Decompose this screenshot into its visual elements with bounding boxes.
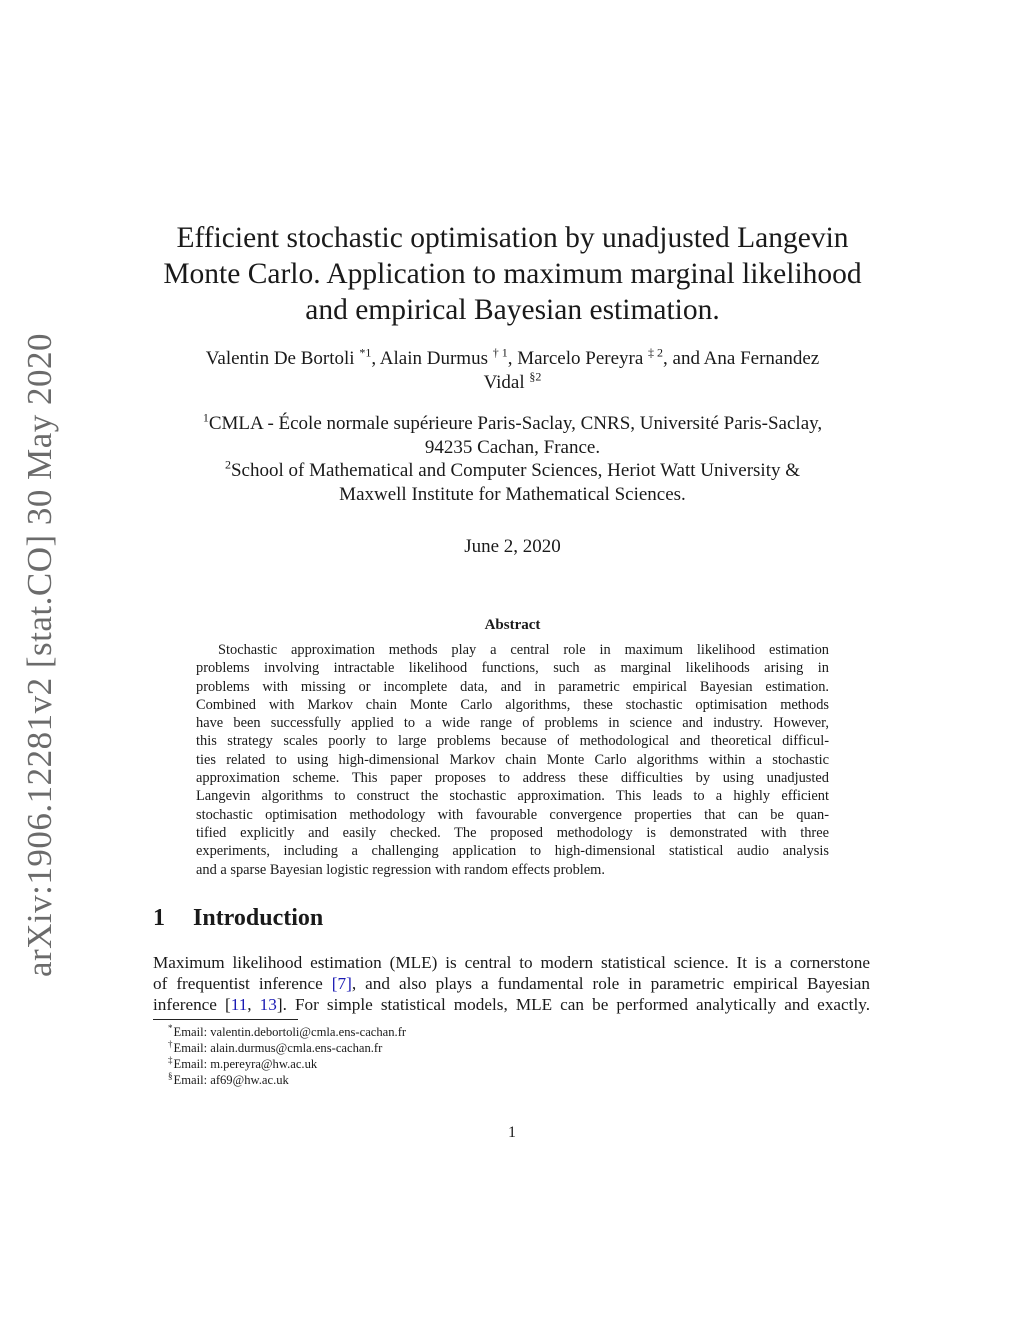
arxiv-id: arXiv:1906.12281v2 [stat.CO] 30 May 2020 — [20, 332, 60, 978]
author-mark: ‡ 2 — [648, 345, 664, 360]
abstract-line: this strategy scales poorly to large problems because of methodological and theoretical difficul- — [196, 733, 829, 750]
author-mark: *1 — [359, 345, 372, 360]
body-text: inference — [153, 995, 225, 1014]
section-number: 1 — [153, 905, 165, 931]
abstract-line: Combined with Markov chain Monte Carlo algorithms, these stochastic optimisation methods — [196, 696, 829, 713]
author-mark: §2 — [529, 369, 542, 384]
body-line: Maximum likelihood estimation (MLE) is central to modern statistical science. It is a cornerstone — [153, 953, 870, 972]
citation-bracket: ] — [276, 995, 283, 1014]
author-line — [140, 371, 885, 395]
footnote — [168, 1040, 406, 1056]
citation-bracket: [ — [225, 995, 231, 1014]
abstract-line: Stochastic approximation methods play a central role in maximum likelihood estimation — [218, 642, 829, 658]
footnote-text: Email: valentin.debortoli@cmla.ens-cachan.fr — [173, 1025, 407, 1039]
arxiv-stamp — [10, 332, 70, 978]
abstract-body — [196, 641, 829, 879]
affiliation-line: Maxwell Institute for Mathematical Sciences. — [339, 483, 686, 505]
abstract-line: tified explicitly and easily checked. The proposed methodology is demonstrated with three — [196, 824, 829, 841]
body-text: of frequentist inference — [153, 974, 332, 993]
footnote-mark: * — [168, 1022, 173, 1033]
footnote — [168, 1024, 406, 1040]
section-heading — [153, 905, 323, 932]
abstract-heading: Abstract — [484, 617, 541, 633]
affiliation-mark: 2 — [224, 457, 231, 472]
footnote-mark: ‡ — [168, 1054, 173, 1065]
abstract-line: experiments, including a challenging application to high-dimensional statistical audio analysis — [196, 843, 829, 860]
footnote-text: Email: m.pereyra@hw.ac.uk — [173, 1057, 318, 1071]
title-line: Efficient stochastic optimisation by unadjusted Langevin — [176, 222, 849, 254]
footnote-mark: § — [168, 1070, 173, 1081]
intro-paragraph — [153, 952, 870, 1015]
affiliation-text: CMLA - École normale supérieure Paris-Saclay, CNRS, Université Paris-Saclay, — [208, 413, 823, 434]
abstract-line: stochastic optimisation methodology with favourable convergence properties that can be quan- — [196, 806, 829, 823]
footnote-text: Email: alain.durmus@cmla.ens-cachan.fr — [173, 1041, 383, 1055]
author-line — [140, 347, 885, 371]
author-name: , Alain Durmus — [371, 348, 493, 369]
affiliation-line: 94235 Cachan, France. — [424, 436, 601, 458]
affiliation-text: School of Mathematical and Computer Sciences, Heriot Watt University & — [230, 460, 801, 481]
author-name: Vidal — [483, 372, 530, 393]
citation-link[interactable]: 11 — [230, 995, 248, 1014]
section-title: Introduction — [193, 905, 324, 931]
author-name: , Marcelo Pereyra — [507, 348, 649, 369]
footnote-mark: † — [168, 1038, 173, 1049]
citation-separator: , — [247, 995, 260, 1014]
body-text: , and also plays a fundamental role in parametric empirical Bayesian — [351, 974, 871, 993]
affiliation-line — [140, 412, 885, 436]
title-line: and empirical Bayesian estimation. — [305, 294, 720, 326]
footnote — [168, 1056, 406, 1072]
body-line — [153, 973, 870, 994]
body-line — [153, 994, 870, 1015]
title-line: Monte Carlo. Application to maximum marginal likelihood — [163, 258, 862, 290]
author-list — [140, 347, 885, 395]
author-name: , and Ana Fernandez — [663, 348, 820, 369]
abstract-line: ties related to using high-dimensional Markov chain Monte Carlo algorithms within a stochastic — [196, 751, 829, 768]
abstract-line: have been successfully applied to a wide range of problems in science and industry. However, — [196, 715, 829, 732]
paper-title — [140, 220, 885, 328]
abstract-line: problems with missing or incomplete data, and in parametric empirical Bayesian estimation. — [196, 678, 829, 695]
footnote — [168, 1072, 406, 1088]
page-number: 1 — [508, 1124, 516, 1141]
footnote-text: Email: af69@hw.ac.uk — [173, 1073, 289, 1087]
citation-link[interactable]: 13 — [259, 995, 277, 1014]
abstract-line: and a sparse Bayesian logistic regression with random effects problem. — [196, 861, 605, 878]
footnotes — [168, 1024, 406, 1088]
author-mark: † 1 — [492, 345, 508, 360]
citation-link[interactable]: [7] — [331, 974, 352, 993]
author-name: Valentin De Bortoli — [205, 348, 360, 369]
abstract-line: problems involving intractable likelihood functions, such as marginal likelihoods arising in — [196, 660, 829, 677]
affiliation-line — [140, 459, 885, 483]
paper-date: June 2, 2020 — [464, 536, 561, 557]
body-text: . For simple statistical models, MLE can be performed analytically and exactly. — [282, 995, 870, 1014]
abstract-line: approximation scheme. This paper proposes to address these difficulties by using unadjusted — [196, 770, 829, 787]
abstract-line: Langevin algorithms to construct the stochastic approximation. This leads to a highly efficient — [196, 788, 829, 805]
footnote-rule — [153, 1019, 298, 1020]
affiliation-mark: 1 — [202, 410, 209, 425]
affiliations — [140, 412, 885, 506]
